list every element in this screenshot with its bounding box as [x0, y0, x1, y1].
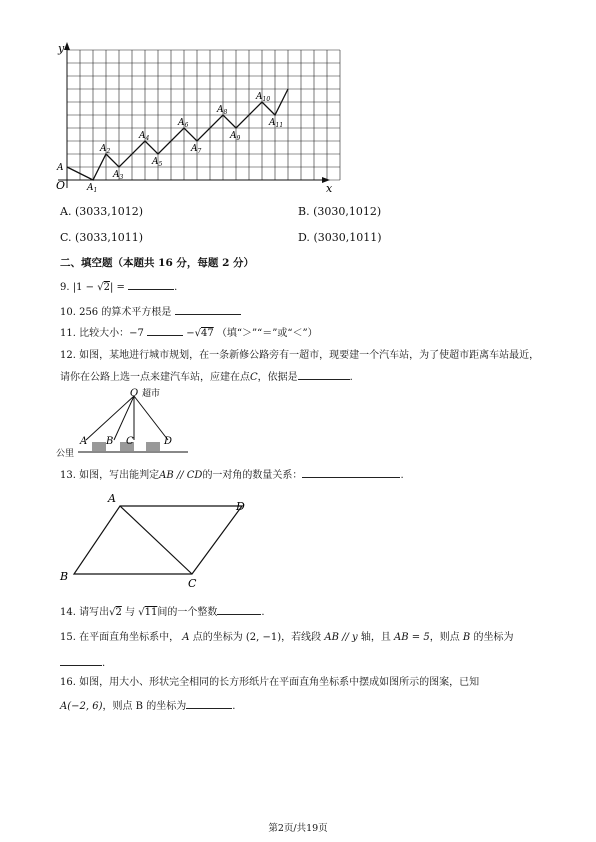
option-b-value: (3030,1012): [313, 205, 382, 218]
q9-expr-pre: |1 −: [72, 282, 98, 293]
q16-end: .: [232, 701, 236, 712]
q16-answer-blank[interactable]: [186, 698, 232, 709]
sqrt-symbol: √: [97, 282, 104, 293]
point-label: $A_3$: [113, 170, 124, 181]
q14-answer-blank[interactable]: [217, 604, 261, 615]
diagonal-ac: [120, 506, 192, 574]
y-axis-label: y: [58, 42, 65, 55]
q11-pre: 11. 比较大小：−7: [60, 328, 144, 339]
option-a[interactable]: [60, 205, 143, 219]
point-label: $A_5$: [152, 157, 163, 168]
q12-line2-pre: 请你在公路上选一点来建汽车站，应建在点: [60, 372, 250, 383]
question-12-line1: 12. 如图，某地进行城市规划，在一条新修公路旁有一超市，现要建一个汽车站，为了使超市距离车站最近，: [60, 350, 540, 361]
option-b[interactable]: [298, 205, 381, 219]
fig13-B: B: [60, 570, 69, 583]
question-16-line1: 16. 如图，用大小、形状完全相同的长方形纸片在平面直角坐标系中摆成如图所示的图案，已知: [60, 677, 480, 688]
question-15: [60, 631, 513, 645]
q9-number: 9.: [60, 282, 70, 293]
question-13: [60, 467, 404, 483]
q12-point: C: [250, 372, 258, 383]
page-footer: 第2页/共19页: [268, 823, 328, 834]
grid-lines: [67, 50, 340, 180]
q15-mid2: ，若线段: [281, 632, 322, 643]
question-15-line2: [60, 655, 105, 671]
point-label: $A_{10}$: [256, 92, 271, 103]
point-label: $A_8$: [217, 105, 228, 116]
option-d-value: (3030,1011): [313, 231, 382, 244]
q15-post: 的坐标为: [473, 632, 514, 643]
q14-radicand-2: 11: [144, 607, 158, 618]
q15-answer-blank[interactable]: [60, 655, 102, 666]
section-title: 二、填空题（本题共 16 分，每题 2 分）: [60, 257, 255, 269]
q10-text: 10. 256 的算术平方根是: [60, 307, 172, 318]
option-c-letter: C.: [60, 231, 72, 244]
point-label: $A_6$: [178, 118, 189, 129]
q13-end: .: [400, 470, 404, 481]
question-11: [60, 325, 318, 341]
q15-mid3: 轴，且: [360, 632, 391, 643]
q15-pre: 15. 在平面直角坐标系中，: [60, 632, 180, 643]
fig12-C: C: [126, 436, 134, 447]
point-label: $A_{11}$: [269, 118, 284, 129]
fig12-road: 公里: [56, 449, 75, 459]
question-14: [60, 604, 265, 620]
option-b-letter: B.: [298, 205, 310, 218]
q15-coord: (2, −1): [245, 632, 282, 643]
figure-12: [56, 386, 196, 460]
fig13-C: C: [188, 577, 197, 588]
question-9: [60, 279, 177, 295]
point-label: $A_9$: [230, 131, 241, 142]
option-d-letter: D.: [298, 231, 310, 244]
question-12-line2: [60, 369, 353, 385]
q13-pre: 13. 如图，写出能判定: [60, 470, 160, 481]
q14-post: 间的一个整数: [157, 607, 218, 618]
sqrt-symbol: √: [138, 607, 145, 618]
sqrt-symbol: √: [194, 328, 201, 339]
road-block: [146, 442, 160, 451]
q15-point-a: A: [182, 632, 190, 643]
zigzag-path: [67, 89, 288, 180]
point-label: A: [57, 163, 64, 173]
q9-answer-blank[interactable]: [128, 279, 174, 290]
q13-answer-blank[interactable]: [302, 467, 400, 478]
q11-post: （填“＞”“＝”或“＜”）: [216, 328, 318, 339]
q9-expr-post: | =: [109, 282, 125, 293]
q15-equation: AB = 5: [394, 632, 430, 643]
road-block: [92, 442, 106, 451]
question-16-line2: [60, 698, 235, 714]
q15-end: .: [102, 658, 106, 669]
fig13-A: A: [108, 492, 116, 505]
q12-line2-mid: ，依据是: [257, 372, 298, 383]
point-label: $A_1$: [87, 183, 98, 194]
figure-13: [56, 490, 266, 588]
q14-pre: 14. 请写出: [60, 607, 110, 618]
fig12-O: O: [130, 388, 139, 399]
option-d[interactable]: [298, 231, 382, 245]
q12-answer-blank[interactable]: [298, 369, 350, 380]
x-axis-label: x: [326, 182, 333, 195]
parallelogram: [74, 506, 242, 574]
fig12-D: D: [164, 436, 173, 447]
option-c-value: (3033,1011): [75, 231, 144, 244]
option-a-letter: A.: [60, 205, 72, 218]
question-10: [60, 304, 241, 320]
q10-answer-blank[interactable]: [175, 304, 241, 315]
q11-radicand: 47: [200, 328, 214, 339]
q13-relation: AB // CD: [159, 470, 203, 481]
fig13-D: D: [236, 500, 245, 513]
q14-mid: 与: [125, 607, 136, 618]
fig12-B: B: [106, 436, 114, 447]
q15-segment: AB // y: [324, 632, 358, 643]
fig12-supermarket: 超市: [142, 389, 161, 399]
point-label: $A_4$: [139, 131, 150, 142]
option-c[interactable]: [60, 231, 143, 245]
q15-mid1: 点的坐标为: [192, 632, 243, 643]
q9-radicand: 2: [103, 282, 110, 293]
q15-point-b: B: [462, 632, 471, 643]
q12-end: .: [349, 372, 353, 383]
option-a-value: (3033,1012): [74, 205, 144, 218]
q13-post: 的一对角的数量关系：: [202, 470, 303, 481]
q16-coord: A(−2, 6): [60, 701, 103, 712]
q11-minus: −: [186, 328, 195, 339]
y-axis-arrow: [64, 42, 70, 50]
q14-radicand-1: 2: [115, 607, 122, 618]
grid-figure: [50, 38, 350, 198]
q15-mid4: ，则点: [429, 632, 460, 643]
point-label: $A_2$: [100, 144, 111, 155]
sqrt-symbol: √: [109, 607, 116, 618]
origin-label: O: [56, 179, 66, 192]
q9-end: .: [174, 282, 178, 293]
point-label: $A_7$: [191, 144, 202, 155]
q16-line2: ，则点 B 的坐标为: [102, 701, 187, 712]
q11-answer-blank[interactable]: [147, 325, 183, 336]
q14-end: .: [261, 607, 265, 618]
fig12-A: A: [80, 436, 88, 447]
